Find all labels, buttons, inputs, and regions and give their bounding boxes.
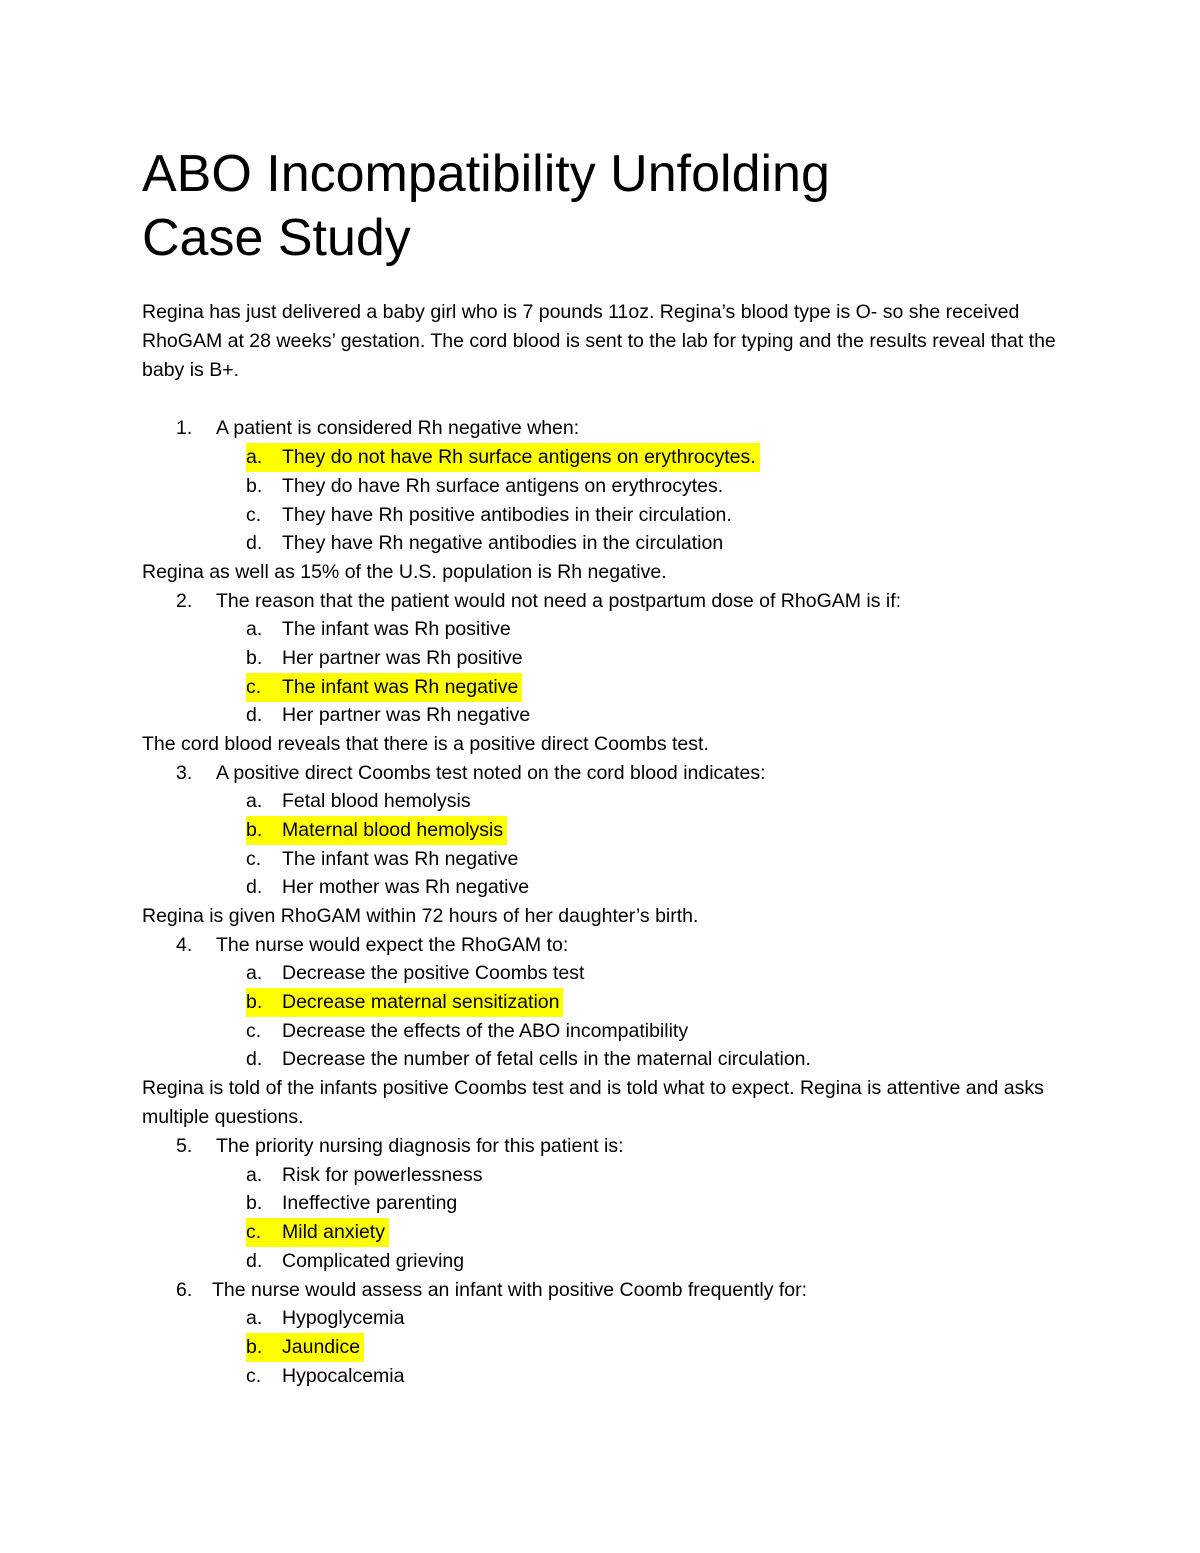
option-text: They do not have Rh surface antigens on erythrocytes.: [282, 446, 756, 468]
option-letter: b.: [246, 647, 263, 669]
option-text: Complicated grieving: [282, 1250, 465, 1272]
option-letter: b.: [246, 1192, 263, 1214]
question-number: 1.: [176, 417, 193, 439]
option-text: Ineffective parenting: [282, 1192, 458, 1214]
answer-option: [246, 1304, 404, 1333]
answer-option: [246, 845, 518, 874]
option-letter: d.: [246, 704, 263, 726]
answer-option: [246, 873, 529, 902]
page-title: [142, 142, 1062, 270]
option-text: Mild anxiety: [282, 1221, 385, 1243]
answer-option-correct: [246, 443, 760, 472]
answer-option-correct: [246, 1333, 364, 1362]
option-letter: b.: [246, 819, 263, 841]
case-update-text: Regina is given RhoGAM within 72 hours of her daughter’s birth.: [142, 905, 699, 927]
answer-option: [246, 959, 584, 988]
option-text: The infant was Rh negative: [282, 848, 519, 870]
answer-option: [246, 1017, 688, 1046]
option-text: Jaundice: [282, 1336, 361, 1358]
answer-option: [246, 1189, 457, 1218]
answer-option-correct: [246, 988, 563, 1017]
option-text: Maternal blood hemolysis: [282, 819, 504, 841]
option-text: Hypocalcemia: [282, 1365, 405, 1387]
option-text: Fetal blood hemolysis: [282, 790, 471, 812]
question-text: The nurse would assess an infant with positive Coomb frequently for:: [212, 1279, 808, 1301]
option-letter: a.: [246, 790, 263, 812]
option-letter: a.: [246, 1307, 263, 1329]
option-letter: a.: [246, 446, 263, 468]
option-text: Decrease maternal sensitization: [282, 991, 560, 1013]
option-letter: c.: [246, 1020, 262, 1042]
question-number: 3.: [176, 762, 193, 784]
option-text: Her partner was Rh negative: [282, 704, 531, 726]
option-letter: b.: [246, 475, 263, 497]
option-text: They have Rh positive antibodies in their circulation.: [282, 504, 732, 526]
option-letter: c.: [246, 1365, 262, 1387]
option-letter: b.: [246, 991, 263, 1013]
answer-option: [246, 615, 511, 644]
option-letter: c.: [246, 676, 262, 698]
option-letter: d.: [246, 876, 263, 898]
option-text: Decrease the number of fetal cells in the maternal circulation.: [282, 1048, 811, 1070]
option-text: They do have Rh surface antigens on erythrocytes.: [282, 475, 724, 497]
answer-option: [246, 1362, 404, 1391]
option-text: Her partner was Rh positive: [282, 647, 523, 669]
question-number: 4.: [176, 934, 193, 956]
question-number: 2.: [176, 590, 193, 612]
option-text: Decrease the effects of the ABO incompatibility: [282, 1020, 689, 1042]
option-text: They have Rh negative antibodies in the circulation: [282, 532, 724, 554]
option-text: Decrease the positive Coombs test: [282, 962, 585, 984]
option-letter: c.: [246, 848, 262, 870]
question-text: The nurse would expect the RhoGAM to:: [216, 934, 569, 956]
question-text: A patient is considered Rh negative when:: [216, 417, 580, 439]
answer-option: [246, 644, 523, 673]
option-letter: c.: [246, 1221, 262, 1243]
question-number: 5.: [176, 1135, 193, 1157]
question-number: 6.: [176, 1279, 193, 1301]
option-letter: d.: [246, 1250, 263, 1272]
title-line-1: ABO Incompatibility Unfolding: [142, 145, 830, 203]
option-text: The infant was Rh negative: [282, 676, 519, 698]
option-letter: d.: [246, 532, 263, 554]
answer-option: [246, 787, 471, 816]
option-letter: a.: [246, 618, 263, 640]
answer-option-correct: [246, 1218, 389, 1247]
question-text: The priority nursing diagnosis for this patient is:: [216, 1135, 624, 1157]
option-text: Her mother was Rh negative: [282, 876, 530, 898]
option-text: Risk for powerlessness: [282, 1164, 483, 1186]
question-text: A positive direct Coombs test noted on the cord blood indicates:: [216, 762, 766, 784]
answer-option: [246, 1247, 464, 1276]
option-letter: c.: [246, 504, 262, 526]
question-text: The reason that the patient would not need a postpartum dose of RhoGAM is if:: [216, 590, 902, 612]
option-letter: d.: [246, 1048, 263, 1070]
case-update-text: Regina is told of the infants positive Coombs test and is told what to expect. Regina is attentive and asks multiple questions.: [142, 1077, 1044, 1128]
option-letter: b.: [246, 1336, 263, 1358]
option-letter: a.: [246, 1164, 263, 1186]
answer-option: [246, 501, 732, 530]
option-letter: a.: [246, 962, 263, 984]
answer-option-correct: [246, 673, 522, 702]
answer-option: [246, 529, 723, 558]
case-update-text: The cord blood reveals that there is a positive direct Coombs test.: [142, 733, 709, 755]
answer-option: [246, 1161, 482, 1190]
case-update-text: Regina as well as 15% of the U.S. population is Rh negative.: [142, 561, 667, 583]
answer-option: [246, 1045, 811, 1074]
option-text: Hypoglycemia: [282, 1307, 405, 1329]
intro-paragraph: Regina has just delivered a baby girl who is 7 pounds 11oz. Regina’s blood type is O- so she received RhoGAM at 28 weeks’ gestation. The cord blood is sent to the lab for typing and the results reveal that the baby is B+.: [142, 301, 1056, 381]
title-line-2: Case Study: [142, 209, 411, 267]
answer-option: [246, 472, 723, 501]
answer-option: [246, 701, 530, 730]
option-text: The infant was Rh positive: [282, 618, 511, 640]
answer-option-correct: [246, 816, 507, 845]
